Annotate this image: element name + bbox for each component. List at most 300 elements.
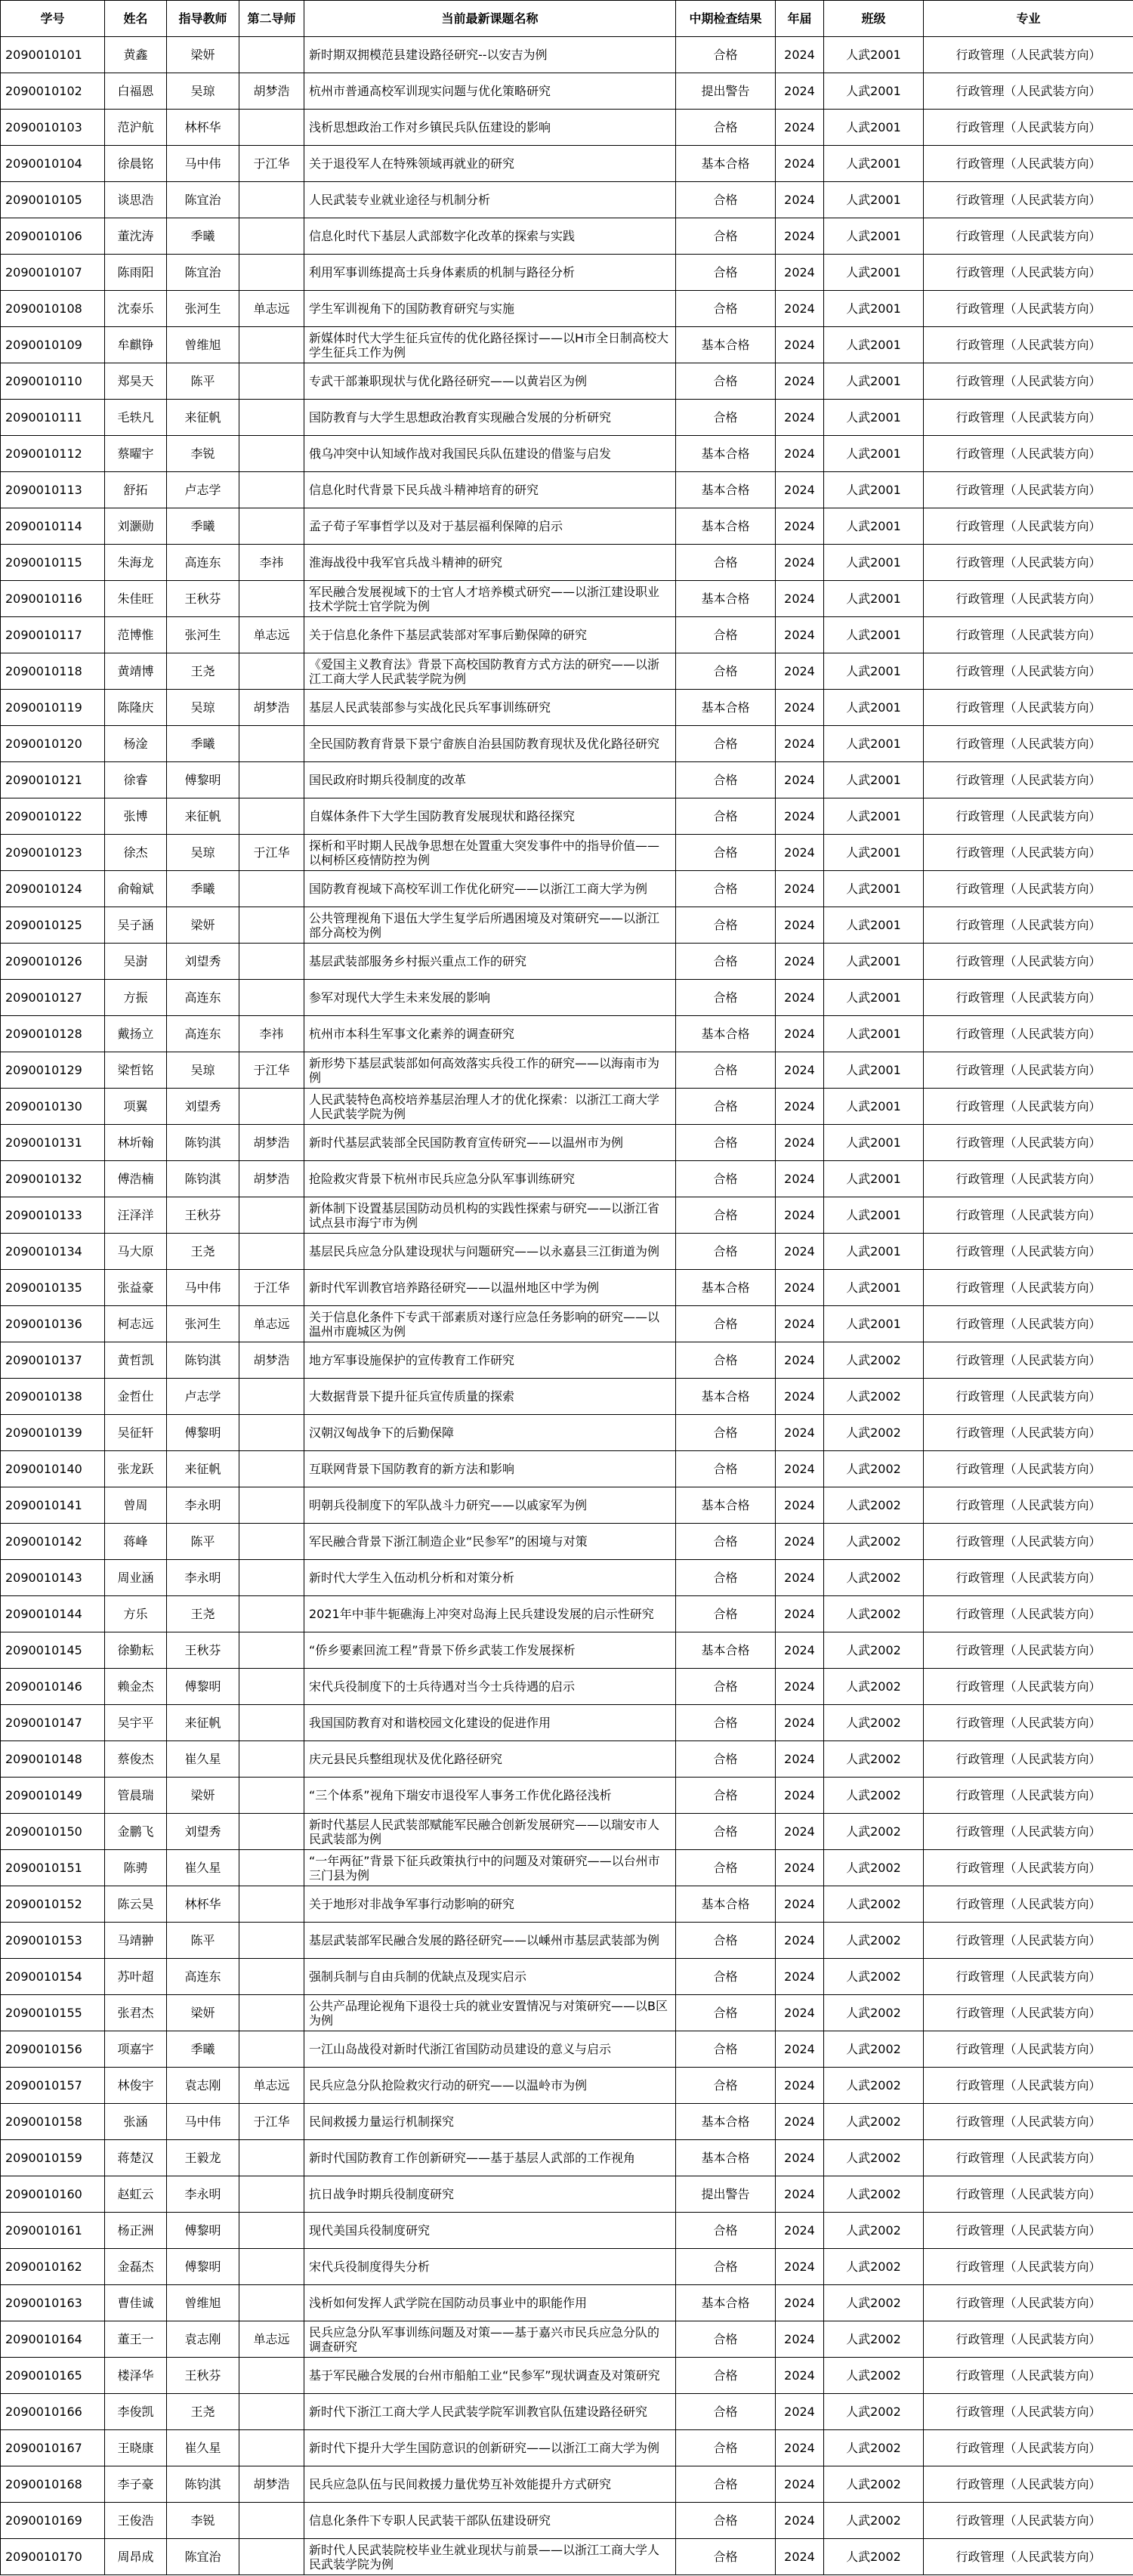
cell-midterm-result: 基本合格 — [676, 581, 776, 617]
cell-class: 人武2002 — [824, 1524, 924, 1560]
cell-topic: 强制兵制与自由兵制的优缺点及现实启示 — [304, 1959, 676, 1995]
cell-class: 人武2002 — [824, 2285, 924, 2321]
cell-student-id: 2090010132 — [1, 1161, 105, 1197]
cell-midterm-result: 基本合格 — [676, 1379, 776, 1415]
cell-year: 2024 — [776, 2466, 824, 2503]
cell-advisor: 来征帆 — [167, 400, 239, 436]
cell-advisor: 傅黎明 — [167, 1669, 239, 1705]
cell-topic: 新时代下提升大学生国防意识的创新研究——以浙江工商大学为例 — [304, 2430, 676, 2466]
cell-midterm-result: 合格 — [676, 1778, 776, 1814]
cell-major: 行政管理（人民武装方向） — [924, 2068, 1133, 2104]
cell-name: 管晨瑞 — [105, 1778, 167, 1814]
cell-topic: 民兵应急分队军事训练问题及对策——基于嘉兴市民兵应急分队的调查研究 — [304, 2321, 676, 2358]
cell-major: 行政管理（人民武装方向） — [924, 218, 1133, 255]
cell-topic: 基层人民武装部参与实战化民兵军事训练研究 — [304, 690, 676, 726]
cell-second-advisor — [239, 2285, 304, 2321]
table-row — [1, 1016, 1133, 1052]
table-row — [1, 2321, 1133, 2358]
cell-name: 朱佳旺 — [105, 581, 167, 617]
cell-year: 2024 — [776, 110, 824, 146]
cell-student-id: 2090010119 — [1, 690, 105, 726]
cell-name: 马大原 — [105, 1234, 167, 1270]
table-row — [1, 2140, 1133, 2176]
cell-advisor: 高连东 — [167, 545, 239, 581]
table-row — [1, 1524, 1133, 1560]
cell-year: 2024 — [776, 1270, 824, 1306]
cell-name: 周昂成 — [105, 2539, 167, 2575]
cell-student-id: 2090010145 — [1, 1632, 105, 1669]
cell-midterm-result: 基本合格 — [676, 690, 776, 726]
cell-year: 2024 — [776, 2104, 824, 2140]
cell-student-id: 2090010154 — [1, 1959, 105, 1995]
cell-midterm-result: 基本合格 — [676, 1487, 776, 1524]
table-row — [1, 835, 1133, 871]
cell-midterm-result: 合格 — [676, 2358, 776, 2394]
cell-name: 吴征轩 — [105, 1415, 167, 1451]
cell-class: 人武2002 — [824, 1415, 924, 1451]
cell-advisor: 梁妍 — [167, 907, 239, 944]
cell-year: 2024 — [776, 1234, 824, 1270]
cell-class: 人武2002 — [824, 1886, 924, 1923]
cell-class: 人武2001 — [824, 110, 924, 146]
cell-topic: “侨乡要素回流工程”背景下侨乡武装工作发展探析 — [304, 1632, 676, 1669]
cell-second-advisor — [239, 1850, 304, 1886]
cell-student-id: 2090010116 — [1, 581, 105, 617]
cell-year: 2024 — [776, 363, 824, 400]
cell-year: 2024 — [776, 400, 824, 436]
cell-advisor: 王秋芬 — [167, 1632, 239, 1669]
table-row — [1, 2068, 1133, 2104]
cell-major: 行政管理（人民武装方向） — [924, 2430, 1133, 2466]
cell-second-advisor: 单志远 — [239, 291, 304, 327]
cell-major: 行政管理（人民武装方向） — [924, 1632, 1133, 1669]
header-name: 姓名 — [105, 1, 167, 37]
cell-topic: 民间救援力量运行机制探究 — [304, 2104, 676, 2140]
header-year: 年届 — [776, 1, 824, 37]
cell-second-advisor — [239, 1234, 304, 1270]
cell-name: 徐杰 — [105, 835, 167, 871]
table-row — [1, 472, 1133, 508]
cell-student-id: 2090010101 — [1, 37, 105, 73]
header-student-id: 学号 — [1, 1, 105, 37]
cell-name: 范博惟 — [105, 617, 167, 653]
cell-advisor: 吴琼 — [167, 690, 239, 726]
cell-second-advisor — [239, 1959, 304, 1995]
cell-advisor: 来征帆 — [167, 1451, 239, 1487]
cell-midterm-result: 合格 — [676, 291, 776, 327]
cell-second-advisor — [239, 1995, 304, 2031]
cell-year: 2024 — [776, 1052, 824, 1089]
cell-advisor: 梁妍 — [167, 1995, 239, 2031]
cell-major: 行政管理（人民武装方向） — [924, 1705, 1133, 1741]
table-row — [1, 2249, 1133, 2285]
table-row — [1, 1814, 1133, 1850]
cell-midterm-result: 合格 — [676, 1234, 776, 1270]
cell-name: 蔡曜宇 — [105, 436, 167, 472]
cell-advisor: 刘望秀 — [167, 1089, 239, 1125]
cell-class: 人武2002 — [824, 1379, 924, 1415]
cell-class: 人武2001 — [824, 871, 924, 907]
cell-advisor: 卢志学 — [167, 472, 239, 508]
cell-midterm-result: 合格 — [676, 1669, 776, 1705]
table-row — [1, 617, 1133, 653]
cell-advisor: 马中伟 — [167, 146, 239, 182]
cell-student-id: 2090010128 — [1, 1016, 105, 1052]
cell-midterm-result: 合格 — [676, 182, 776, 218]
cell-name: 项翼 — [105, 1089, 167, 1125]
cell-topic: 汉朝汉匈战争下的后勤保障 — [304, 1415, 676, 1451]
table-row — [1, 1487, 1133, 1524]
cell-major: 行政管理（人民武装方向） — [924, 944, 1133, 980]
cell-midterm-result: 基本合格 — [676, 2104, 776, 2140]
cell-major: 行政管理（人民武装方向） — [924, 2321, 1133, 2358]
cell-class: 人武2001 — [824, 472, 924, 508]
cell-midterm-result: 合格 — [676, 907, 776, 944]
table-row — [1, 73, 1133, 110]
cell-year: 2024 — [776, 37, 824, 73]
cell-year: 2024 — [776, 1487, 824, 1524]
cell-advisor: 张河生 — [167, 1306, 239, 1342]
cell-midterm-result: 合格 — [676, 1415, 776, 1451]
table-row — [1, 400, 1133, 436]
cell-major: 行政管理（人民武装方向） — [924, 1959, 1133, 1995]
cell-year: 2024 — [776, 472, 824, 508]
cell-class: 人武2002 — [824, 1923, 924, 1959]
cell-advisor: 刘望秀 — [167, 944, 239, 980]
table-row — [1, 1451, 1133, 1487]
cell-topic: 浅析如何发挥人武学院在国防动员事业中的职能作用 — [304, 2285, 676, 2321]
table-row — [1, 1886, 1133, 1923]
cell-name: 张涵 — [105, 2104, 167, 2140]
cell-major: 行政管理（人民武装方向） — [924, 2213, 1133, 2249]
cell-advisor: 陈钧淇 — [167, 1342, 239, 1379]
cell-second-advisor: 单志远 — [239, 617, 304, 653]
cell-year: 2024 — [776, 653, 824, 690]
cell-second-advisor — [239, 110, 304, 146]
table-row — [1, 653, 1133, 690]
cell-major: 行政管理（人民武装方向） — [924, 653, 1133, 690]
cell-topic: 人民武装专业就业途径与机制分析 — [304, 182, 676, 218]
cell-advisor: 马中伟 — [167, 1270, 239, 1306]
table-row — [1, 508, 1133, 545]
cell-year: 2024 — [776, 1995, 824, 2031]
cell-major: 行政管理（人民武装方向） — [924, 762, 1133, 798]
cell-advisor: 李永明 — [167, 1560, 239, 1596]
cell-year: 2024 — [776, 1125, 824, 1161]
cell-class: 人武2001 — [824, 1089, 924, 1125]
cell-student-id: 2090010156 — [1, 2031, 105, 2068]
cell-year: 2024 — [776, 980, 824, 1016]
cell-year: 2024 — [776, 617, 824, 653]
cell-major: 行政管理（人民武装方向） — [924, 835, 1133, 871]
cell-student-id: 2090010161 — [1, 2213, 105, 2249]
cell-major: 行政管理（人民武装方向） — [924, 2176, 1133, 2213]
cell-class: 人武2001 — [824, 146, 924, 182]
cell-major: 行政管理（人民武装方向） — [924, 1560, 1133, 1596]
cell-class: 人武2001 — [824, 980, 924, 1016]
cell-year: 2024 — [776, 1923, 824, 1959]
cell-year: 2024 — [776, 1959, 824, 1995]
table-row — [1, 2358, 1133, 2394]
cell-year: 2024 — [776, 798, 824, 835]
cell-advisor: 陈平 — [167, 1923, 239, 1959]
header-class: 班级 — [824, 1, 924, 37]
cell-second-advisor — [239, 1705, 304, 1741]
cell-student-id: 2090010169 — [1, 2503, 105, 2539]
cell-class: 人武2002 — [824, 1596, 924, 1632]
cell-major: 行政管理（人民武装方向） — [924, 1270, 1133, 1306]
table-row — [1, 1306, 1133, 1342]
cell-topic: 宋代兵役制度得失分析 — [304, 2249, 676, 2285]
cell-second-advisor — [239, 1886, 304, 1923]
table-row — [1, 726, 1133, 762]
cell-major: 行政管理（人民武装方向） — [924, 1234, 1133, 1270]
cell-class: 人武2001 — [824, 73, 924, 110]
cell-year: 2024 — [776, 1669, 824, 1705]
table-row — [1, 1270, 1133, 1306]
cell-year: 2024 — [776, 2176, 824, 2213]
cell-major: 行政管理（人民武装方向） — [924, 508, 1133, 545]
cell-student-id: 2090010127 — [1, 980, 105, 1016]
cell-student-id: 2090010140 — [1, 1451, 105, 1487]
cell-topic: 庆元县民兵整组现状及优化路径研究 — [304, 1741, 676, 1778]
cell-advisor: 崔久星 — [167, 2430, 239, 2466]
cell-major: 行政管理（人民武装方向） — [924, 1451, 1133, 1487]
table-row — [1, 1379, 1133, 1415]
cell-year: 2024 — [776, 2249, 824, 2285]
cell-midterm-result: 合格 — [676, 37, 776, 73]
cell-second-advisor — [239, 1923, 304, 1959]
table-row — [1, 1234, 1133, 1270]
cell-class: 人武2002 — [824, 1959, 924, 1995]
cell-major: 行政管理（人民武装方向） — [924, 363, 1133, 400]
cell-student-id: 2090010118 — [1, 653, 105, 690]
cell-student-id: 2090010109 — [1, 327, 105, 363]
cell-midterm-result: 提出警告 — [676, 2176, 776, 2213]
cell-year: 2024 — [776, 1524, 824, 1560]
cell-name: 朱海龙 — [105, 545, 167, 581]
cell-topic: 信息化时代下基层人武部数字化改革的探索与实践 — [304, 218, 676, 255]
table-row — [1, 1596, 1133, 1632]
cell-major: 行政管理（人民武装方向） — [924, 1886, 1133, 1923]
cell-class: 人武2001 — [824, 798, 924, 835]
cell-topic: 明朝兵役制度下的军队战斗力研究——以戚家军为例 — [304, 1487, 676, 1524]
cell-midterm-result: 合格 — [676, 617, 776, 653]
table-row — [1, 2213, 1133, 2249]
cell-topic: 地方军事设施保护的宣传教育工作研究 — [304, 1342, 676, 1379]
cell-advisor: 来征帆 — [167, 1705, 239, 1741]
cell-class: 人武2002 — [824, 1451, 924, 1487]
cell-advisor: 季曦 — [167, 2031, 239, 2068]
cell-name: 吴子涵 — [105, 907, 167, 944]
cell-advisor: 陈钧淇 — [167, 1125, 239, 1161]
cell-topic: 探析和平时期人民战争思想在处置重大突发事件中的指导价值——以柯桥区疫情防控为例 — [304, 835, 676, 871]
table-row — [1, 690, 1133, 726]
cell-second-advisor — [239, 2394, 304, 2430]
cell-advisor: 来征帆 — [167, 798, 239, 835]
cell-student-id: 2090010151 — [1, 1850, 105, 1886]
cell-year: 2024 — [776, 1596, 824, 1632]
cell-topic: 新时代军训教官培养路径研究——以温州地区中学为例 — [304, 1270, 676, 1306]
cell-year: 2024 — [776, 2213, 824, 2249]
cell-advisor: 梁妍 — [167, 1778, 239, 1814]
cell-major: 行政管理（人民武装方向） — [924, 182, 1133, 218]
cell-midterm-result: 合格 — [676, 1923, 776, 1959]
cell-midterm-result: 合格 — [676, 2466, 776, 2503]
cell-major: 行政管理（人民武装方向） — [924, 1089, 1133, 1125]
cell-midterm-result: 合格 — [676, 835, 776, 871]
cell-advisor: 袁志刚 — [167, 2068, 239, 2104]
cell-major: 行政管理（人民武装方向） — [924, 2358, 1133, 2394]
cell-midterm-result: 合格 — [676, 2321, 776, 2358]
cell-second-advisor: 胡梦浩 — [239, 690, 304, 726]
cell-class: 人武2002 — [824, 2358, 924, 2394]
cell-class: 人武2001 — [824, 944, 924, 980]
cell-name: 傅浩楠 — [105, 1161, 167, 1197]
cell-midterm-result: 基本合格 — [676, 1270, 776, 1306]
cell-advisor: 陈钧淇 — [167, 2466, 239, 2503]
cell-year: 2024 — [776, 1415, 824, 1451]
cell-class: 人武2001 — [824, 653, 924, 690]
cell-year: 2024 — [776, 762, 824, 798]
cell-advisor: 季曦 — [167, 218, 239, 255]
cell-student-id: 2090010146 — [1, 1669, 105, 1705]
cell-second-advisor — [239, 37, 304, 73]
cell-advisor: 傅黎明 — [167, 2213, 239, 2249]
cell-second-advisor — [239, 2358, 304, 2394]
cell-student-id: 2090010163 — [1, 2285, 105, 2321]
cell-topic: 新形势下基层武装部如何高效落实兵役工作的研究——以海南市为例 — [304, 1052, 676, 1089]
cell-name: 杨正洲 — [105, 2213, 167, 2249]
table-row — [1, 1161, 1133, 1197]
cell-name: 谈思浩 — [105, 182, 167, 218]
table-row — [1, 1197, 1133, 1234]
cell-name: 李俊凯 — [105, 2394, 167, 2430]
cell-name: 俞翰斌 — [105, 871, 167, 907]
cell-name: 戴扬立 — [105, 1016, 167, 1052]
cell-advisor: 傅黎明 — [167, 1415, 239, 1451]
cell-topic: 关于地形对非战争军事行动影响的研究 — [304, 1886, 676, 1923]
cell-second-advisor — [239, 218, 304, 255]
cell-name: 范沪航 — [105, 110, 167, 146]
cell-student-id: 2090010147 — [1, 1705, 105, 1741]
table-row — [1, 255, 1133, 291]
cell-midterm-result: 基本合格 — [676, 1632, 776, 1669]
cell-major: 行政管理（人民武装方向） — [924, 617, 1133, 653]
cell-name: 沈泰乐 — [105, 291, 167, 327]
cell-student-id: 2090010133 — [1, 1197, 105, 1234]
cell-student-id: 2090010165 — [1, 2358, 105, 2394]
cell-major: 行政管理（人民武装方向） — [924, 2249, 1133, 2285]
cell-topic: 我国国防教育对和谐校园文化建设的促进作用 — [304, 1705, 676, 1741]
table-row — [1, 1125, 1133, 1161]
cell-major: 行政管理（人民武装方向） — [924, 907, 1133, 944]
cell-class: 人武2002 — [824, 1741, 924, 1778]
cell-major: 行政管理（人民武装方向） — [924, 1995, 1133, 2031]
cell-topic: 新时代大学生入伍动机分析和对策分析 — [304, 1560, 676, 1596]
cell-year: 2024 — [776, 1306, 824, 1342]
cell-second-advisor: 胡梦浩 — [239, 1125, 304, 1161]
cell-name: 黄靖博 — [105, 653, 167, 690]
cell-major: 行政管理（人民武装方向） — [924, 1306, 1133, 1342]
header-second-advisor: 第二导师 — [239, 1, 304, 37]
cell-topic: 新媒体时代大学生征兵宣传的优化路径探讨——以H市全日制高校大学生征兵工作为例 — [304, 327, 676, 363]
cell-topic: 基层民兵应急分队建设现状与问题研究——以永嘉县三江街道为例 — [304, 1234, 676, 1270]
cell-topic: “一年两征”背景下征兵政策执行中的问题及对策研究——以台州市三门县为例 — [304, 1850, 676, 1886]
header-advisor: 指导教师 — [167, 1, 239, 37]
cell-topic: 基于军民融合发展的台州市船舶工业“民参军”现状调查及对策研究 — [304, 2358, 676, 2394]
cell-class: 人武2002 — [824, 2466, 924, 2503]
cell-topic: 军民融合发展视域下的士官人才培养模式研究——以浙江建设职业技术学院士官学院为例 — [304, 581, 676, 617]
cell-name: 张龙跃 — [105, 1451, 167, 1487]
cell-topic: 抢险救灾背景下杭州市民兵应急分队军事训练研究 — [304, 1161, 676, 1197]
cell-second-advisor — [239, 581, 304, 617]
cell-major: 行政管理（人民武装方向） — [924, 798, 1133, 835]
cell-advisor: 陈宜治 — [167, 2539, 239, 2575]
cell-midterm-result: 合格 — [676, 1089, 776, 1125]
cell-topic: 关于信息化条件下专武干部素质对遂行应急任务影响的研究——以温州市鹿城区为例 — [304, 1306, 676, 1342]
cell-midterm-result: 合格 — [676, 1596, 776, 1632]
table-row — [1, 37, 1133, 73]
cell-second-advisor: 于江华 — [239, 1270, 304, 1306]
cell-advisor: 曾维旭 — [167, 327, 239, 363]
cell-second-advisor — [239, 871, 304, 907]
cell-second-advisor: 李祎 — [239, 1016, 304, 1052]
cell-midterm-result: 合格 — [676, 798, 776, 835]
cell-topic: 信息化时代背景下民兵战斗精神培育的研究 — [304, 472, 676, 508]
cell-advisor: 陈平 — [167, 363, 239, 400]
cell-class: 人武2001 — [824, 762, 924, 798]
cell-year: 2024 — [776, 835, 824, 871]
cell-year: 2024 — [776, 581, 824, 617]
cell-advisor: 林杯华 — [167, 110, 239, 146]
cell-major: 行政管理（人民武装方向） — [924, 581, 1133, 617]
table-row — [1, 436, 1133, 472]
cell-advisor: 高连东 — [167, 980, 239, 1016]
cell-topic: 新时代国防教育工作创新研究——基于基层人武部的工作视角 — [304, 2140, 676, 2176]
cell-major: 行政管理（人民武装方向） — [924, 2394, 1133, 2430]
header-topic: 当前最新课题名称 — [304, 1, 676, 37]
cell-topic: 公共管理视角下退伍大学生复学后所遇困境及对策研究——以浙江部分高校为例 — [304, 907, 676, 944]
cell-major: 行政管理（人民武装方向） — [924, 2539, 1133, 2575]
table-row — [1, 2176, 1133, 2213]
cell-student-id: 2090010160 — [1, 2176, 105, 2213]
cell-second-advisor — [239, 726, 304, 762]
cell-second-advisor — [239, 363, 304, 400]
table-row — [1, 1705, 1133, 1741]
cell-student-id: 2090010143 — [1, 1560, 105, 1596]
cell-topic: 公共产品理论视角下退役士兵的就业安置情况与对策研究——以B区为例 — [304, 1995, 676, 2031]
cell-second-advisor — [239, 653, 304, 690]
cell-midterm-result: 合格 — [676, 944, 776, 980]
cell-advisor: 梁妍 — [167, 37, 239, 73]
table-row — [1, 762, 1133, 798]
cell-student-id: 2090010139 — [1, 1415, 105, 1451]
table-row — [1, 1995, 1133, 2031]
cell-midterm-result: 合格 — [676, 1560, 776, 1596]
cell-student-id: 2090010150 — [1, 1814, 105, 1850]
cell-class: 人武2001 — [824, 182, 924, 218]
cell-topic: 国民政府时期兵役制度的改革 — [304, 762, 676, 798]
cell-second-advisor: 胡梦浩 — [239, 1161, 304, 1197]
cell-class: 人武2001 — [824, 1161, 924, 1197]
cell-class: 人武2001 — [824, 218, 924, 255]
cell-midterm-result: 合格 — [676, 1850, 776, 1886]
cell-major: 行政管理（人民武装方向） — [924, 545, 1133, 581]
cell-major: 行政管理（人民武装方向） — [924, 400, 1133, 436]
cell-student-id: 2090010141 — [1, 1487, 105, 1524]
cell-student-id: 2090010167 — [1, 2430, 105, 2466]
